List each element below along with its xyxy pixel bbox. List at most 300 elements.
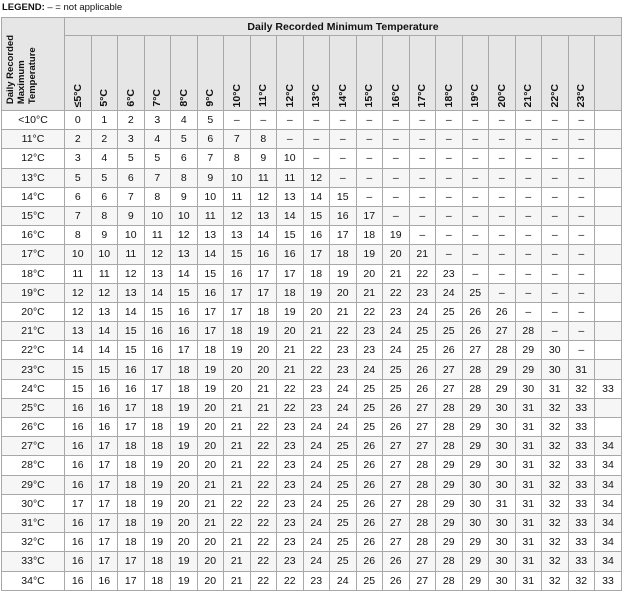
table-cell: – <box>224 111 251 130</box>
row-header-label: 14°C <box>2 187 65 206</box>
column-header <box>91 36 118 111</box>
table-cell: 16 <box>144 322 171 341</box>
table-row <box>2 398 622 417</box>
table-cell: 26 <box>356 475 383 494</box>
table-cell: – <box>515 302 542 321</box>
table-cell: 28 <box>409 513 436 532</box>
table-cell: 19 <box>383 226 410 245</box>
table-cell: – <box>489 226 516 245</box>
table-cell: 16 <box>65 456 92 475</box>
table-cell: – <box>462 187 489 206</box>
table-cell: 20 <box>197 456 224 475</box>
table-cell: 12 <box>171 226 198 245</box>
table-cell: 15 <box>171 283 198 302</box>
table-cell: 25 <box>356 398 383 417</box>
column-group-title: Daily Recorded Minimum Temperature <box>65 18 622 36</box>
table-cell: 16 <box>65 475 92 494</box>
table-cell: 17 <box>330 226 357 245</box>
row-header-label: 20°C <box>2 302 65 321</box>
column-header-label: 13°C <box>310 83 323 107</box>
temperature-table <box>1 17 622 591</box>
table-cell: 17 <box>118 418 145 437</box>
table-cell <box>595 245 622 264</box>
table-cell: 22 <box>303 360 330 379</box>
row-header-label: 22°C <box>2 341 65 360</box>
table-cell: 26 <box>356 437 383 456</box>
table-cell: 17 <box>65 494 92 513</box>
table-cell: 34 <box>595 494 622 513</box>
table-cell: 17 <box>118 571 145 590</box>
table-cell: 29 <box>462 398 489 417</box>
table-cell: 7 <box>144 168 171 187</box>
table-cell: 32 <box>542 513 569 532</box>
table-cell: 31 <box>542 379 569 398</box>
table-cell: 28 <box>436 552 463 571</box>
row-header-label: 26°C <box>2 418 65 437</box>
table-cell: 16 <box>330 206 357 225</box>
table-cell: 10 <box>118 226 145 245</box>
table-cell: 34 <box>595 552 622 571</box>
table-cell: 24 <box>436 283 463 302</box>
column-header-blank <box>595 36 622 111</box>
table-cell: 32 <box>568 571 595 590</box>
table-cell: 25 <box>436 302 463 321</box>
table-cell: 29 <box>436 513 463 532</box>
table-cell: 32 <box>568 379 595 398</box>
table-cell: 23 <box>330 341 357 360</box>
table-cell: 23 <box>277 437 304 456</box>
table-cell: 17 <box>277 264 304 283</box>
table-cell: – <box>409 206 436 225</box>
table-cell: – <box>356 168 383 187</box>
table-cell: 32 <box>542 475 569 494</box>
table-cell: – <box>409 149 436 168</box>
table-cell: – <box>568 206 595 225</box>
table-cell: 26 <box>383 552 410 571</box>
table-cell: 12 <box>250 187 277 206</box>
table-cell: 16 <box>65 552 92 571</box>
table-cell: 13 <box>144 264 171 283</box>
table-cell: 32 <box>542 456 569 475</box>
table-cell: – <box>542 130 569 149</box>
table-cell: 16 <box>91 571 118 590</box>
table-cell: 18 <box>118 533 145 552</box>
table-cell: 31 <box>515 513 542 532</box>
table-cell: 22 <box>250 494 277 513</box>
table-cell: 19 <box>224 341 251 360</box>
table-cell: 9 <box>197 168 224 187</box>
table-cell: 26 <box>462 322 489 341</box>
table-cell: 24 <box>330 571 357 590</box>
table-cell: 3 <box>144 111 171 130</box>
table-cell: – <box>303 149 330 168</box>
table-cell: 25 <box>436 322 463 341</box>
table-cell: 24 <box>330 398 357 417</box>
table-cell: – <box>515 283 542 302</box>
table-cell: 18 <box>118 494 145 513</box>
table-cell: 28 <box>436 398 463 417</box>
column-header <box>356 36 383 111</box>
table-cell: 24 <box>303 456 330 475</box>
table-body <box>2 111 622 591</box>
table-cell: 16 <box>65 533 92 552</box>
table-row <box>2 130 622 149</box>
table-cell: 33 <box>568 494 595 513</box>
table-cell: – <box>436 168 463 187</box>
row-header-title-cell <box>2 18 65 111</box>
table-cell: 19 <box>171 398 198 417</box>
table-cell: 10 <box>144 206 171 225</box>
table-cell: 18 <box>171 379 198 398</box>
table-cell: 17 <box>224 283 251 302</box>
table-cell: 27 <box>383 456 410 475</box>
table-cell: 29 <box>436 456 463 475</box>
table-cell: 8 <box>144 187 171 206</box>
table-cell: 9 <box>118 206 145 225</box>
table-cell: 27 <box>409 571 436 590</box>
table-row <box>2 322 622 341</box>
table-cell: 24 <box>303 552 330 571</box>
table-cell: 8 <box>224 149 251 168</box>
table-cell: 25 <box>356 379 383 398</box>
table-cell: 34 <box>595 475 622 494</box>
table-cell: 2 <box>118 111 145 130</box>
table-cell: 21 <box>224 571 251 590</box>
table-cell: 21 <box>303 322 330 341</box>
table-cell: 30 <box>542 360 569 379</box>
table-cell: 24 <box>383 341 410 360</box>
table-cell: – <box>436 245 463 264</box>
table-cell: 8 <box>65 226 92 245</box>
table-cell: 30 <box>489 571 516 590</box>
table-cell: 26 <box>356 513 383 532</box>
table-cell: – <box>515 130 542 149</box>
table-cell: 19 <box>303 283 330 302</box>
table-cell: – <box>356 130 383 149</box>
table-cell: 16 <box>65 571 92 590</box>
table-cell: 30 <box>489 552 516 571</box>
column-header <box>224 36 251 111</box>
table-cell: – <box>542 111 569 130</box>
column-header <box>462 36 489 111</box>
table-cell: – <box>277 130 304 149</box>
table-cell: 29 <box>515 360 542 379</box>
table-cell: 20 <box>171 494 198 513</box>
table-cell: 5 <box>144 149 171 168</box>
table-cell: 34 <box>595 437 622 456</box>
table-row <box>2 571 622 590</box>
table-cell: 17 <box>91 552 118 571</box>
table-cell: – <box>489 168 516 187</box>
table-cell: 7 <box>224 130 251 149</box>
table-cell: – <box>568 264 595 283</box>
table-cell: – <box>356 187 383 206</box>
table-cell: 5 <box>118 149 145 168</box>
table-cell <box>595 283 622 302</box>
table-cell: 33 <box>568 513 595 532</box>
table-cell: 13 <box>224 226 251 245</box>
table-cell <box>595 187 622 206</box>
table-row <box>2 456 622 475</box>
table-cell: 29 <box>462 456 489 475</box>
column-header <box>409 36 436 111</box>
table-cell: 30 <box>489 398 516 417</box>
table-cell: 20 <box>224 360 251 379</box>
row-header-label: 13°C <box>2 168 65 187</box>
table-cell: – <box>462 111 489 130</box>
table-cell: 17 <box>224 302 251 321</box>
table-cell: 29 <box>462 437 489 456</box>
table-cell: 19 <box>171 437 198 456</box>
table-cell: 30 <box>489 533 516 552</box>
table-cell: 11 <box>144 226 171 245</box>
table-cell: 7 <box>118 187 145 206</box>
table-cell: 20 <box>383 245 410 264</box>
table-cell: 24 <box>303 513 330 532</box>
table-cell: 28 <box>409 494 436 513</box>
table-cell: 13 <box>91 302 118 321</box>
table-cell: 23 <box>356 341 383 360</box>
table-cell: 23 <box>303 379 330 398</box>
table-cell: 4 <box>144 130 171 149</box>
column-header <box>330 36 357 111</box>
table-cell <box>595 360 622 379</box>
table-cell: 27 <box>409 398 436 417</box>
table-cell: 26 <box>489 302 516 321</box>
table-cell: 5 <box>171 130 198 149</box>
column-header-label: 19°C <box>469 83 482 107</box>
table-cell: 19 <box>171 571 198 590</box>
table-cell: 16 <box>65 398 92 417</box>
column-header-label: 11°C <box>257 84 270 107</box>
table-cell: 2 <box>91 130 118 149</box>
table-cell: 9 <box>91 226 118 245</box>
table-cell: 22 <box>250 571 277 590</box>
table-cell: 21 <box>356 283 383 302</box>
table-cell: 22 <box>224 494 251 513</box>
table-cell: – <box>330 149 357 168</box>
table-cell <box>595 206 622 225</box>
table-cell: 15 <box>65 360 92 379</box>
table-cell: 31 <box>515 571 542 590</box>
table-cell: 17 <box>91 513 118 532</box>
table-cell: 22 <box>250 552 277 571</box>
table-cell: 27 <box>383 494 410 513</box>
table-cell: 26 <box>409 379 436 398</box>
table-cell: – <box>515 206 542 225</box>
table-cell <box>595 130 622 149</box>
table-cell: 5 <box>197 111 224 130</box>
table-cell: 17 <box>197 302 224 321</box>
table-cell: 16 <box>277 245 304 264</box>
table-cell: 25 <box>383 360 410 379</box>
table-cell: – <box>489 111 516 130</box>
table-cell: – <box>489 130 516 149</box>
table-cell: 25 <box>409 341 436 360</box>
table-cell: 18 <box>330 245 357 264</box>
table-cell: 16 <box>91 418 118 437</box>
table-cell: 21 <box>383 264 410 283</box>
table-cell: 20 <box>197 571 224 590</box>
table-cell: 31 <box>515 552 542 571</box>
table-cell: 18 <box>118 437 145 456</box>
table-cell: 4 <box>91 149 118 168</box>
table-cell: – <box>542 206 569 225</box>
table-cell: 17 <box>250 264 277 283</box>
table-cell: 6 <box>65 187 92 206</box>
table-cell: 27 <box>383 533 410 552</box>
row-header-label: 11°C <box>2 130 65 149</box>
table-row <box>2 341 622 360</box>
table-cell: 20 <box>250 360 277 379</box>
table-cell: 29 <box>489 379 516 398</box>
table-cell: – <box>542 302 569 321</box>
table-row <box>2 264 622 283</box>
table-cell: 25 <box>356 571 383 590</box>
table-cell: 23 <box>277 494 304 513</box>
table-cell: 16 <box>118 379 145 398</box>
column-header-label: 8°C <box>177 89 190 107</box>
table-cell: 30 <box>462 513 489 532</box>
table-cell: – <box>568 130 595 149</box>
table-cell: 13 <box>118 283 145 302</box>
row-header-label: <10°C <box>2 111 65 130</box>
column-header <box>489 36 516 111</box>
table-cell: 17 <box>144 360 171 379</box>
column-header-label: 23°C <box>575 83 588 107</box>
table-cell: 8 <box>250 130 277 149</box>
table-cell: 21 <box>250 379 277 398</box>
table-cell: 33 <box>568 437 595 456</box>
table-cell: 18 <box>144 418 171 437</box>
table-cell: 23 <box>356 322 383 341</box>
table-cell: 26 <box>383 571 410 590</box>
table-cell: 17 <box>91 437 118 456</box>
table-cell: 16 <box>65 437 92 456</box>
column-header <box>383 36 410 111</box>
table-cell: 22 <box>250 418 277 437</box>
table-cell: 6 <box>118 168 145 187</box>
row-header-label: 15°C <box>2 206 65 225</box>
table-cell: – <box>542 245 569 264</box>
table-row <box>2 245 622 264</box>
table-cell: 2 <box>65 130 92 149</box>
table-cell: 20 <box>171 513 198 532</box>
table-cell: – <box>542 168 569 187</box>
table-cell: – <box>356 149 383 168</box>
table-cell: 18 <box>118 475 145 494</box>
table-cell: 18 <box>303 264 330 283</box>
row-header-label: 25°C <box>2 398 65 417</box>
table-cell: 10 <box>197 187 224 206</box>
table-cell: – <box>436 149 463 168</box>
table-cell: 18 <box>144 571 171 590</box>
table-cell: 25 <box>330 533 357 552</box>
table-cell: 17 <box>303 245 330 264</box>
table-cell: 18 <box>356 226 383 245</box>
table-cell: – <box>489 264 516 283</box>
table-cell: – <box>436 111 463 130</box>
table-cell: 31 <box>515 437 542 456</box>
table-cell: 14 <box>91 341 118 360</box>
table-cell: 14 <box>144 283 171 302</box>
table-row <box>2 475 622 494</box>
table-cell: 20 <box>171 475 198 494</box>
table-cell: 28 <box>409 475 436 494</box>
table-cell: 20 <box>356 264 383 283</box>
table-cell: 8 <box>91 206 118 225</box>
table-cell: 16 <box>91 379 118 398</box>
table-cell: 15 <box>118 341 145 360</box>
table-cell: 24 <box>303 437 330 456</box>
table-cell: 21 <box>409 245 436 264</box>
table-cell: 31 <box>515 494 542 513</box>
column-header-label: 18°C <box>442 83 455 107</box>
table-cell: 24 <box>303 494 330 513</box>
table-cell: 26 <box>436 341 463 360</box>
table-cell: 21 <box>250 398 277 417</box>
table-cell: 6 <box>197 130 224 149</box>
table-cell: 14 <box>277 206 304 225</box>
column-header <box>568 36 595 111</box>
table-cell: 10 <box>224 168 251 187</box>
table-cell: 24 <box>409 302 436 321</box>
table-cell: – <box>409 226 436 245</box>
table-cell: 21 <box>197 475 224 494</box>
table-cell: 17 <box>91 533 118 552</box>
table-cell: 15 <box>277 226 304 245</box>
table-cell: 32 <box>542 398 569 417</box>
table-cell: 16 <box>171 322 198 341</box>
table-cell: 24 <box>356 360 383 379</box>
table-cell: – <box>542 149 569 168</box>
table-cell: 19 <box>197 379 224 398</box>
row-header-label: 17°C <box>2 245 65 264</box>
table-cell: 19 <box>250 322 277 341</box>
table-cell: 21 <box>277 341 304 360</box>
table-cell: 16 <box>65 513 92 532</box>
table-row <box>2 168 622 187</box>
table-cell: – <box>356 111 383 130</box>
column-header-label: 10°C <box>230 83 243 107</box>
table-cell: 24 <box>383 322 410 341</box>
table-cell: 20 <box>197 398 224 417</box>
table-cell: – <box>330 130 357 149</box>
table-cell: 15 <box>91 360 118 379</box>
table-cell: 23 <box>303 398 330 417</box>
table-cell: – <box>409 187 436 206</box>
table-cell: 24 <box>303 475 330 494</box>
table-cell: – <box>436 187 463 206</box>
table-cell: 26 <box>356 533 383 552</box>
table-cell: 18 <box>171 360 198 379</box>
column-header-label: 15°C <box>363 83 376 107</box>
table-cell: – <box>542 187 569 206</box>
table-cell: 17 <box>250 283 277 302</box>
table-cell: – <box>542 322 569 341</box>
table-cell: – <box>383 149 410 168</box>
table-cell: 29 <box>462 552 489 571</box>
table-cell: 19 <box>144 533 171 552</box>
row-header-label: 30°C <box>2 494 65 513</box>
table-cell: 24 <box>330 379 357 398</box>
table-cell: 14 <box>91 322 118 341</box>
table-cell: – <box>515 168 542 187</box>
table-cell: 8 <box>171 168 198 187</box>
table-cell: 28 <box>436 437 463 456</box>
table-cell: 22 <box>277 571 304 590</box>
table-cell: 33 <box>595 379 622 398</box>
